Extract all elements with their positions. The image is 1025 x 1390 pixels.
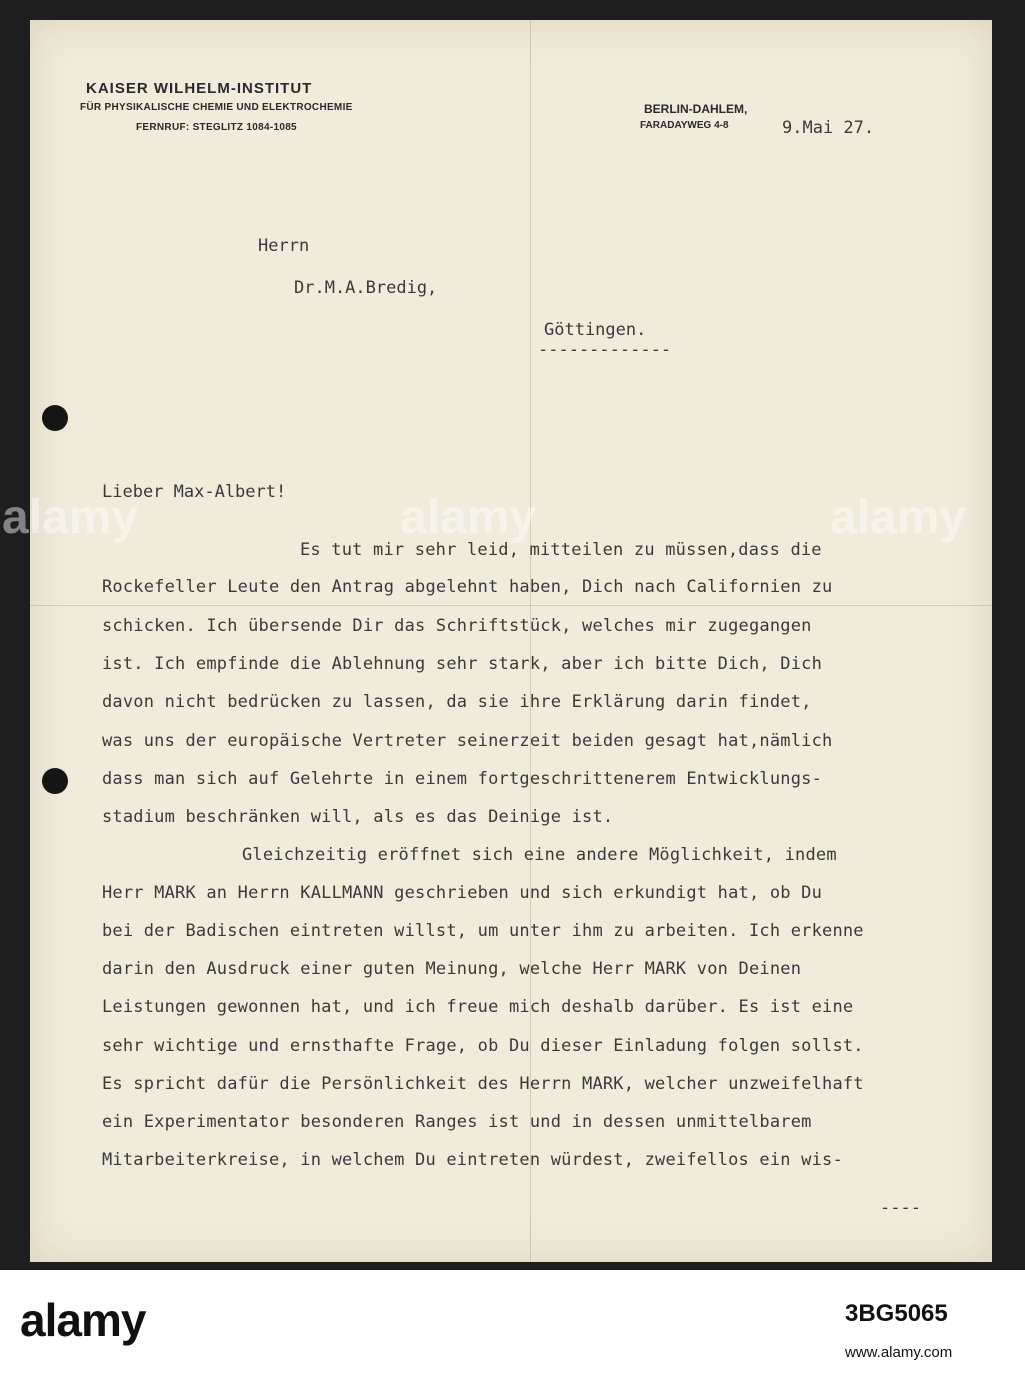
- letter-date: 9.Mai 27.: [782, 118, 875, 138]
- letterhead-city: BERLIN-DAHLEM,: [644, 102, 748, 116]
- body-line: Leistungen gewonnen hat, und ich freue mich deshalb darüber. Es ist eine: [102, 997, 854, 1017]
- body-line: ein Experimentator besonderen Ranges ist und in dessen unmittelbarem: [102, 1112, 812, 1132]
- body-line: Mitarbeiterkreise, in welchem Du eintreten würdest, zweifellos ein wis-: [102, 1150, 843, 1170]
- body-line: davon nicht bedrücken zu lassen, da sie ihre Erklärung darin findet,: [102, 692, 812, 712]
- body-line: Es spricht dafür die Persönlichkeit des Herrn MARK, welcher unzweifelhaft: [102, 1074, 864, 1094]
- fold-line-horizontal: [30, 605, 992, 606]
- body-line: ist. Ich empfinde die Ablehnung sehr stark, aber ich bitte Dich, Dich: [102, 654, 823, 674]
- body-line: Rockefeller Leute den Antrag abgelehnt haben, Dich nach Californien zu: [102, 577, 833, 597]
- body-line: Es tut mir sehr leid, mitteilen zu müssen,dass die: [300, 540, 822, 560]
- watermark-right: alamy: [830, 491, 967, 544]
- punch-hole-top: [42, 405, 68, 431]
- body-line: stadium beschränken will, als es das Deinige ist.: [102, 807, 614, 827]
- letterhead-phone: FERNRUF: STEGLITZ 1084-1085: [136, 122, 297, 133]
- body-line: sehr wichtige und ernsthafte Frage, ob Du dieser Einladung folgen sollst.: [102, 1036, 864, 1056]
- continuation-mark: ----: [880, 1198, 921, 1218]
- alamy-logo: alamy: [20, 1294, 146, 1346]
- recipient-salutation: Herrn: [258, 236, 310, 256]
- body-line: was uns der europäische Vertreter seinerzeit beiden gesagt hat,nämlich: [102, 731, 833, 751]
- letterhead-subtitle: FÜR PHYSIKALISCHE CHEMIE UND ELEKTROCHEMIE: [80, 102, 353, 113]
- watermark-center: alamy: [400, 491, 537, 544]
- body-line: Gleichzeitig eröffnet sich eine andere Möglichkeit, indem: [242, 845, 837, 865]
- image-id: 3BG5065: [845, 1300, 948, 1327]
- body-line: dass man sich auf Gelehrte in einem fortgeschrittenerem Entwicklungs-: [102, 769, 823, 789]
- body-line: bei der Badischen eintreten willst, um unter ihm zu arbeiten. Ich erkenne: [102, 921, 864, 941]
- stock-footer: [0, 1270, 1025, 1390]
- recipient-city: Göttingen.: [544, 320, 647, 340]
- body-line: Herr MARK an Herrn KALLMANN geschrieben und sich erkundigt hat, ob Du: [102, 883, 823, 903]
- greeting: Lieber Max-Albert!: [102, 482, 287, 502]
- punch-hole-bottom: [42, 768, 68, 794]
- body-line: darin den Ausdruck einer guten Meinung, welche Herr MARK von Deinen: [102, 959, 802, 979]
- letterhead-institute: KAISER WILHELM-INSTITUT: [86, 80, 313, 97]
- letterhead-street: FARADAYWEG 4-8: [640, 120, 729, 131]
- recipient-city-underline: -------------: [538, 340, 672, 360]
- watermark-left: alamy: [2, 491, 139, 544]
- recipient-name: Dr.M.A.Bredig,: [294, 278, 438, 298]
- body-line: schicken. Ich übersende Dir das Schriftstück, welches mir zugegangen: [102, 616, 812, 636]
- footer-url[interactable]: www.alamy.com: [845, 1344, 953, 1361]
- letter-paper: [2, 20, 992, 1262]
